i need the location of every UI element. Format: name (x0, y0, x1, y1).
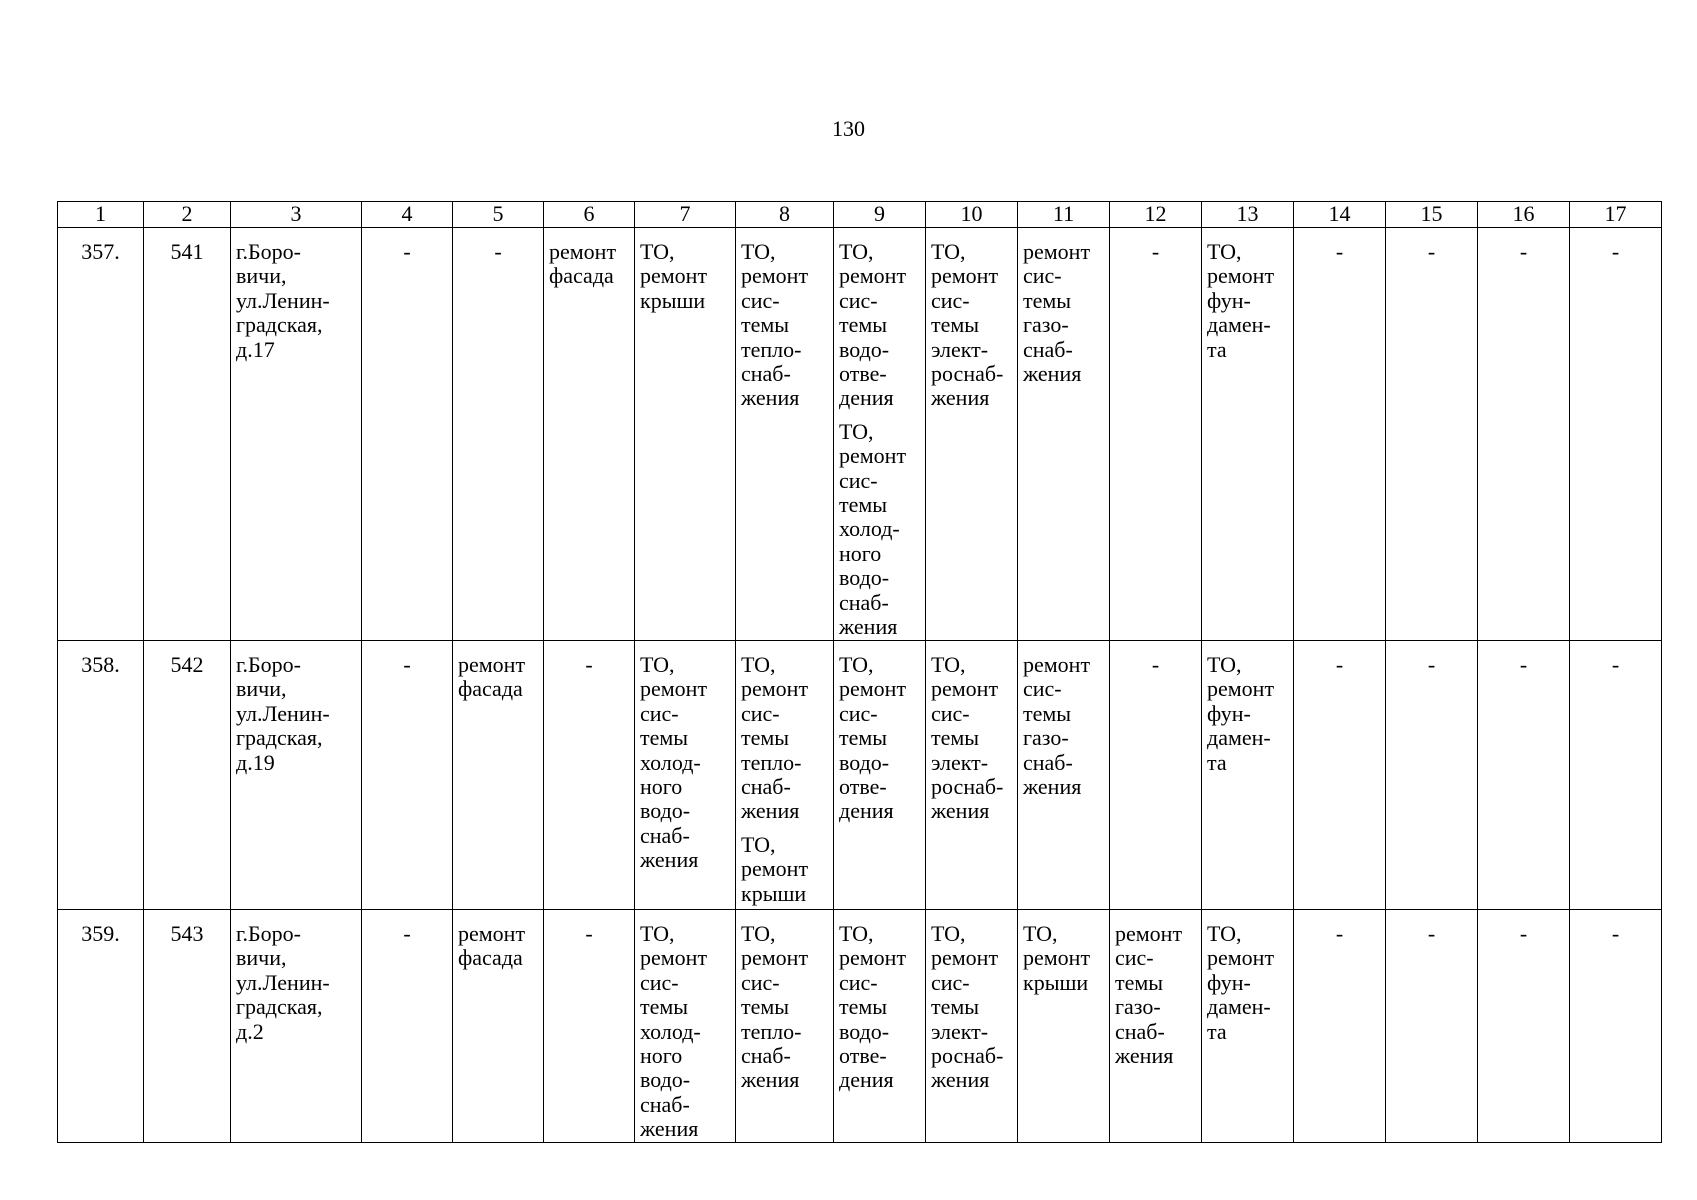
text-line: темы (640, 994, 689, 1020)
text-line: жения (931, 798, 990, 824)
text-line: ТО, (640, 921, 675, 946)
text-line: холод- (640, 749, 701, 775)
table-row (58, 910, 1662, 1143)
object-id-cell: 543 (144, 910, 231, 1143)
work-cell (926, 910, 1018, 1143)
text-line: ремонт (839, 945, 907, 971)
text-line: ТО, (1207, 921, 1242, 946)
text-line: вичи, (236, 945, 287, 971)
text-line: темы (741, 725, 790, 751)
text-line: ремонт (931, 945, 999, 971)
work-entry (931, 240, 1014, 411)
text-line: жения (741, 798, 800, 824)
column-header: 17 (1570, 202, 1662, 228)
text-line: дения (839, 798, 894, 824)
text-line: ремонт (1207, 945, 1275, 971)
text-line: водо- (839, 749, 890, 775)
text-line: сис- (1115, 945, 1154, 971)
text-line: жения (931, 385, 990, 411)
address-cell (231, 641, 362, 910)
text-line: снаб- (741, 361, 791, 387)
text-line: сис- (1023, 676, 1062, 702)
column-header: 1 (58, 202, 144, 228)
work-entry (236, 653, 358, 775)
works-table (57, 201, 1662, 1143)
text-line: дамен- (1207, 725, 1271, 751)
text-line: ТО, (839, 921, 874, 946)
work-cell (453, 910, 544, 1143)
text-line: ТО, (931, 921, 966, 946)
work-cell (1018, 228, 1110, 641)
text-line: ТО, (741, 652, 776, 677)
text-line: снаб- (741, 774, 791, 800)
text-line: сис- (931, 969, 970, 995)
work-entry (741, 833, 830, 906)
dash-cell: - (544, 641, 635, 910)
text-line: ТО, (1207, 652, 1242, 677)
text-line: водо- (839, 1018, 890, 1044)
table-row (58, 228, 1662, 641)
text-line: ремонт (458, 921, 526, 946)
text-line: газо- (1023, 725, 1069, 751)
work-cell (453, 641, 544, 910)
text-line: ремонт (640, 945, 708, 971)
text-line: ул.Ленин- (236, 287, 330, 313)
work-entry (458, 653, 540, 702)
text-line: та (1207, 1018, 1227, 1044)
text-line: снаб- (741, 1043, 791, 1069)
text-line: ремонт (1207, 676, 1275, 702)
text-line: снаб- (1115, 1018, 1165, 1044)
text-line: жения (741, 1067, 800, 1093)
header-row (58, 202, 1662, 228)
column-header: 5 (453, 202, 544, 228)
text-line: вичи, (236, 676, 287, 702)
text-line: ремонт (549, 239, 617, 264)
work-entry (741, 653, 830, 824)
text-line: ремонт (1207, 263, 1275, 289)
text-line: ремонт (640, 676, 708, 702)
work-entry (839, 653, 922, 824)
address-cell (231, 910, 362, 1143)
text-line: дения (839, 1067, 894, 1093)
column-header: 10 (926, 202, 1018, 228)
column-header: 7 (635, 202, 736, 228)
text-line: жения (640, 1116, 699, 1142)
dash-cell: - (1386, 641, 1478, 910)
text-line: роснаб- (931, 361, 1004, 387)
text-line: снаб- (640, 1091, 690, 1117)
work-entry (1207, 240, 1290, 362)
dash-cell: - (544, 910, 635, 1143)
text-line: отве- (839, 1043, 887, 1069)
text-line: ТО, (931, 652, 966, 677)
text-line: г.Боро- (236, 921, 302, 946)
text-line: ТО, (1023, 921, 1058, 946)
work-cell (926, 641, 1018, 910)
text-line: ного (839, 540, 882, 566)
text-line: ного (640, 1043, 683, 1069)
text-line: д.17 (236, 336, 275, 362)
text-line: ТО, (741, 921, 776, 946)
text-line: крыши (640, 287, 706, 313)
text-line: темы (1023, 700, 1072, 726)
text-line: темы (931, 725, 980, 751)
text-line: тепло- (741, 1018, 802, 1044)
text-line: холод- (839, 516, 900, 542)
text-line: фун- (1207, 700, 1251, 726)
work-cell (635, 641, 736, 910)
work-cell (736, 910, 834, 1143)
work-entry (549, 240, 631, 289)
text-line: темы (839, 492, 888, 518)
work-entry (931, 922, 1014, 1093)
column-header: 15 (1386, 202, 1478, 228)
text-line: ремонт (640, 263, 708, 289)
text-line: темы (1115, 969, 1164, 995)
text-line: крыши (1023, 969, 1089, 995)
text-line: роснаб- (931, 1043, 1004, 1069)
text-line: сис- (741, 969, 780, 995)
work-cell (544, 228, 635, 641)
text-line: та (1207, 336, 1227, 362)
work-cell (635, 910, 736, 1143)
text-line: градская, (236, 725, 323, 751)
work-entry (236, 240, 358, 362)
text-line: ТО, (839, 652, 874, 677)
work-cell (834, 910, 926, 1143)
text-line: тепло- (741, 336, 802, 362)
page-number: 130 (832, 116, 865, 141)
dash-cell: - (1294, 228, 1386, 641)
text-line: дамен- (1207, 312, 1271, 338)
text-line: фун- (1207, 969, 1251, 995)
column-header: 11 (1018, 202, 1110, 228)
text-line: сис- (839, 287, 878, 313)
text-line: ремонт (741, 945, 809, 971)
dash-cell: - (1386, 228, 1478, 641)
work-entry (741, 922, 830, 1093)
text-line: ремонт (931, 676, 999, 702)
text-line: сис- (839, 700, 878, 726)
text-line: сис- (1023, 263, 1062, 289)
work-entry (1115, 922, 1198, 1068)
text-line: ТО, (640, 239, 675, 264)
text-line: темы (741, 312, 790, 338)
text-line: ремонт (931, 263, 999, 289)
text-line: сис- (931, 700, 970, 726)
text-line: фасада (549, 263, 614, 289)
work-entry (741, 240, 830, 411)
text-line: снаб- (1023, 749, 1073, 775)
work-cell (1202, 228, 1294, 641)
work-cell (635, 228, 736, 641)
text-line: ремонт (839, 443, 907, 469)
column-header: 9 (834, 202, 926, 228)
text-line: тепло- (741, 749, 802, 775)
text-line: сис- (839, 467, 878, 493)
text-line: фасада (458, 945, 523, 971)
work-cell (834, 641, 926, 910)
text-line: ТО, (741, 831, 776, 857)
work-entry (931, 653, 1014, 824)
text-line: элект- (931, 336, 989, 362)
dash-cell: - (1478, 910, 1570, 1143)
dash-cell: - (1478, 228, 1570, 641)
text-line: водо- (640, 798, 691, 824)
dash-cell: - (453, 228, 544, 641)
work-cell (1202, 910, 1294, 1143)
text-line: снаб- (1023, 336, 1073, 362)
text-line: темы (640, 725, 689, 751)
text-line: ремонт (741, 263, 809, 289)
text-line: ТО, (741, 239, 776, 264)
text-line: градская, (236, 994, 323, 1020)
text-line: ремонт (839, 263, 907, 289)
column-header: 16 (1478, 202, 1570, 228)
text-line: ремонт (1115, 921, 1183, 946)
text-line: ремонт (1023, 652, 1091, 677)
object-id-cell: 541 (144, 228, 231, 641)
table-body (58, 202, 1662, 1143)
text-line: темы (931, 312, 980, 338)
column-header: 2 (144, 202, 231, 228)
dash-cell: - (1478, 641, 1570, 910)
row-number-cell: 358. (58, 641, 144, 910)
work-cell (834, 228, 926, 641)
column-header: 13 (1202, 202, 1294, 228)
work-entry (1023, 922, 1106, 995)
text-line: ремонт (741, 856, 809, 882)
row-number-cell: 359. (58, 910, 144, 1143)
work-cell (736, 228, 834, 641)
dash-cell: - (1570, 910, 1662, 1143)
object-id-cell: 542 (144, 641, 231, 910)
text-line: жения (839, 614, 898, 640)
dash-cell: - (1110, 228, 1202, 641)
work-entry (640, 240, 732, 313)
text-line: крыши (741, 880, 807, 906)
work-cell (926, 228, 1018, 641)
table-row (58, 641, 1662, 910)
work-entry (1023, 653, 1106, 799)
column-header: 12 (1110, 202, 1202, 228)
dash-cell: - (1294, 910, 1386, 1143)
column-header: 14 (1294, 202, 1386, 228)
text-line: темы (931, 994, 980, 1020)
text-line: жения (931, 1067, 990, 1093)
text-line: холод- (640, 1018, 701, 1044)
text-line: сис- (741, 700, 780, 726)
work-entry (839, 420, 922, 640)
dash-cell: - (1570, 228, 1662, 641)
text-line: отве- (839, 774, 887, 800)
text-line: сис- (839, 969, 878, 995)
text-line: ТО, (640, 652, 675, 677)
text-line: ремонт (839, 676, 907, 702)
text-line: д.19 (236, 749, 275, 775)
text-line: г.Боро- (236, 652, 302, 677)
text-line: темы (741, 994, 790, 1020)
text-line: ТО, (931, 239, 966, 264)
text-line: жения (640, 847, 699, 873)
text-line: роснаб- (931, 774, 1004, 800)
row-number-cell: 357. (58, 228, 144, 641)
text-line: ТО, (1207, 239, 1242, 264)
text-line: сис- (640, 969, 679, 995)
work-entry (839, 240, 922, 411)
text-line: градская, (236, 312, 323, 338)
text-line: сис- (640, 700, 679, 726)
text-line: темы (839, 994, 888, 1020)
text-line: темы (839, 725, 888, 751)
column-header: 8 (736, 202, 834, 228)
text-line: водо- (640, 1067, 691, 1093)
text-line: ТО, (839, 239, 874, 264)
text-line: газо- (1115, 994, 1161, 1020)
text-line: сис- (741, 287, 780, 313)
column-header: 6 (544, 202, 635, 228)
text-line: ремонт (1023, 945, 1091, 971)
text-line: та (1207, 749, 1227, 775)
work-cell (1018, 641, 1110, 910)
work-entry (1207, 653, 1290, 775)
text-line: жения (1115, 1043, 1174, 1069)
text-line: ремонт (1023, 239, 1091, 264)
text-line: фун- (1207, 287, 1251, 313)
work-entry (1207, 922, 1290, 1044)
text-line: жения (741, 385, 800, 411)
text-line: водо- (839, 565, 890, 591)
dash-cell: - (362, 641, 453, 910)
text-line: элект- (931, 1018, 989, 1044)
dash-cell: - (1294, 641, 1386, 910)
text-line: ул.Ленин- (236, 700, 330, 726)
work-cell (1110, 910, 1202, 1143)
work-entry (640, 922, 732, 1142)
text-line: дения (839, 385, 894, 411)
text-line: д.2 (236, 1018, 264, 1044)
work-entry (1023, 240, 1106, 386)
work-cell (1202, 641, 1294, 910)
address-cell (231, 228, 362, 641)
text-line: газо- (1023, 312, 1069, 338)
text-line: ТО, (839, 418, 874, 444)
work-entry (839, 922, 922, 1093)
dash-cell: - (1570, 641, 1662, 910)
text-line: г.Боро- (236, 239, 302, 264)
text-line: ного (640, 774, 683, 800)
text-line: отве- (839, 361, 887, 387)
text-line: снаб- (839, 589, 889, 615)
dash-cell: - (362, 910, 453, 1143)
text-line: вичи, (236, 263, 287, 289)
text-line: ул.Ленин- (236, 969, 330, 995)
text-line: снаб- (640, 822, 690, 848)
dash-cell: - (362, 228, 453, 641)
dash-cell: - (1386, 910, 1478, 1143)
text-line: жения (1023, 361, 1082, 387)
text-line: ремонт (458, 652, 526, 677)
text-line: темы (1023, 287, 1072, 313)
text-line: темы (839, 312, 888, 338)
text-line: сис- (931, 287, 970, 313)
text-line: ремонт (741, 676, 809, 702)
text-line: жения (1023, 774, 1082, 800)
work-cell (1018, 910, 1110, 1143)
dash-cell: - (1110, 641, 1202, 910)
work-entry (458, 922, 540, 971)
work-entry (640, 653, 732, 873)
text-line: дамен- (1207, 994, 1271, 1020)
work-entry (236, 922, 358, 1044)
column-header: 4 (362, 202, 453, 228)
work-cell (736, 641, 834, 910)
text-line: водо- (839, 336, 890, 362)
text-line: элект- (931, 749, 989, 775)
column-header: 3 (231, 202, 362, 228)
text-line: фасада (458, 676, 523, 702)
